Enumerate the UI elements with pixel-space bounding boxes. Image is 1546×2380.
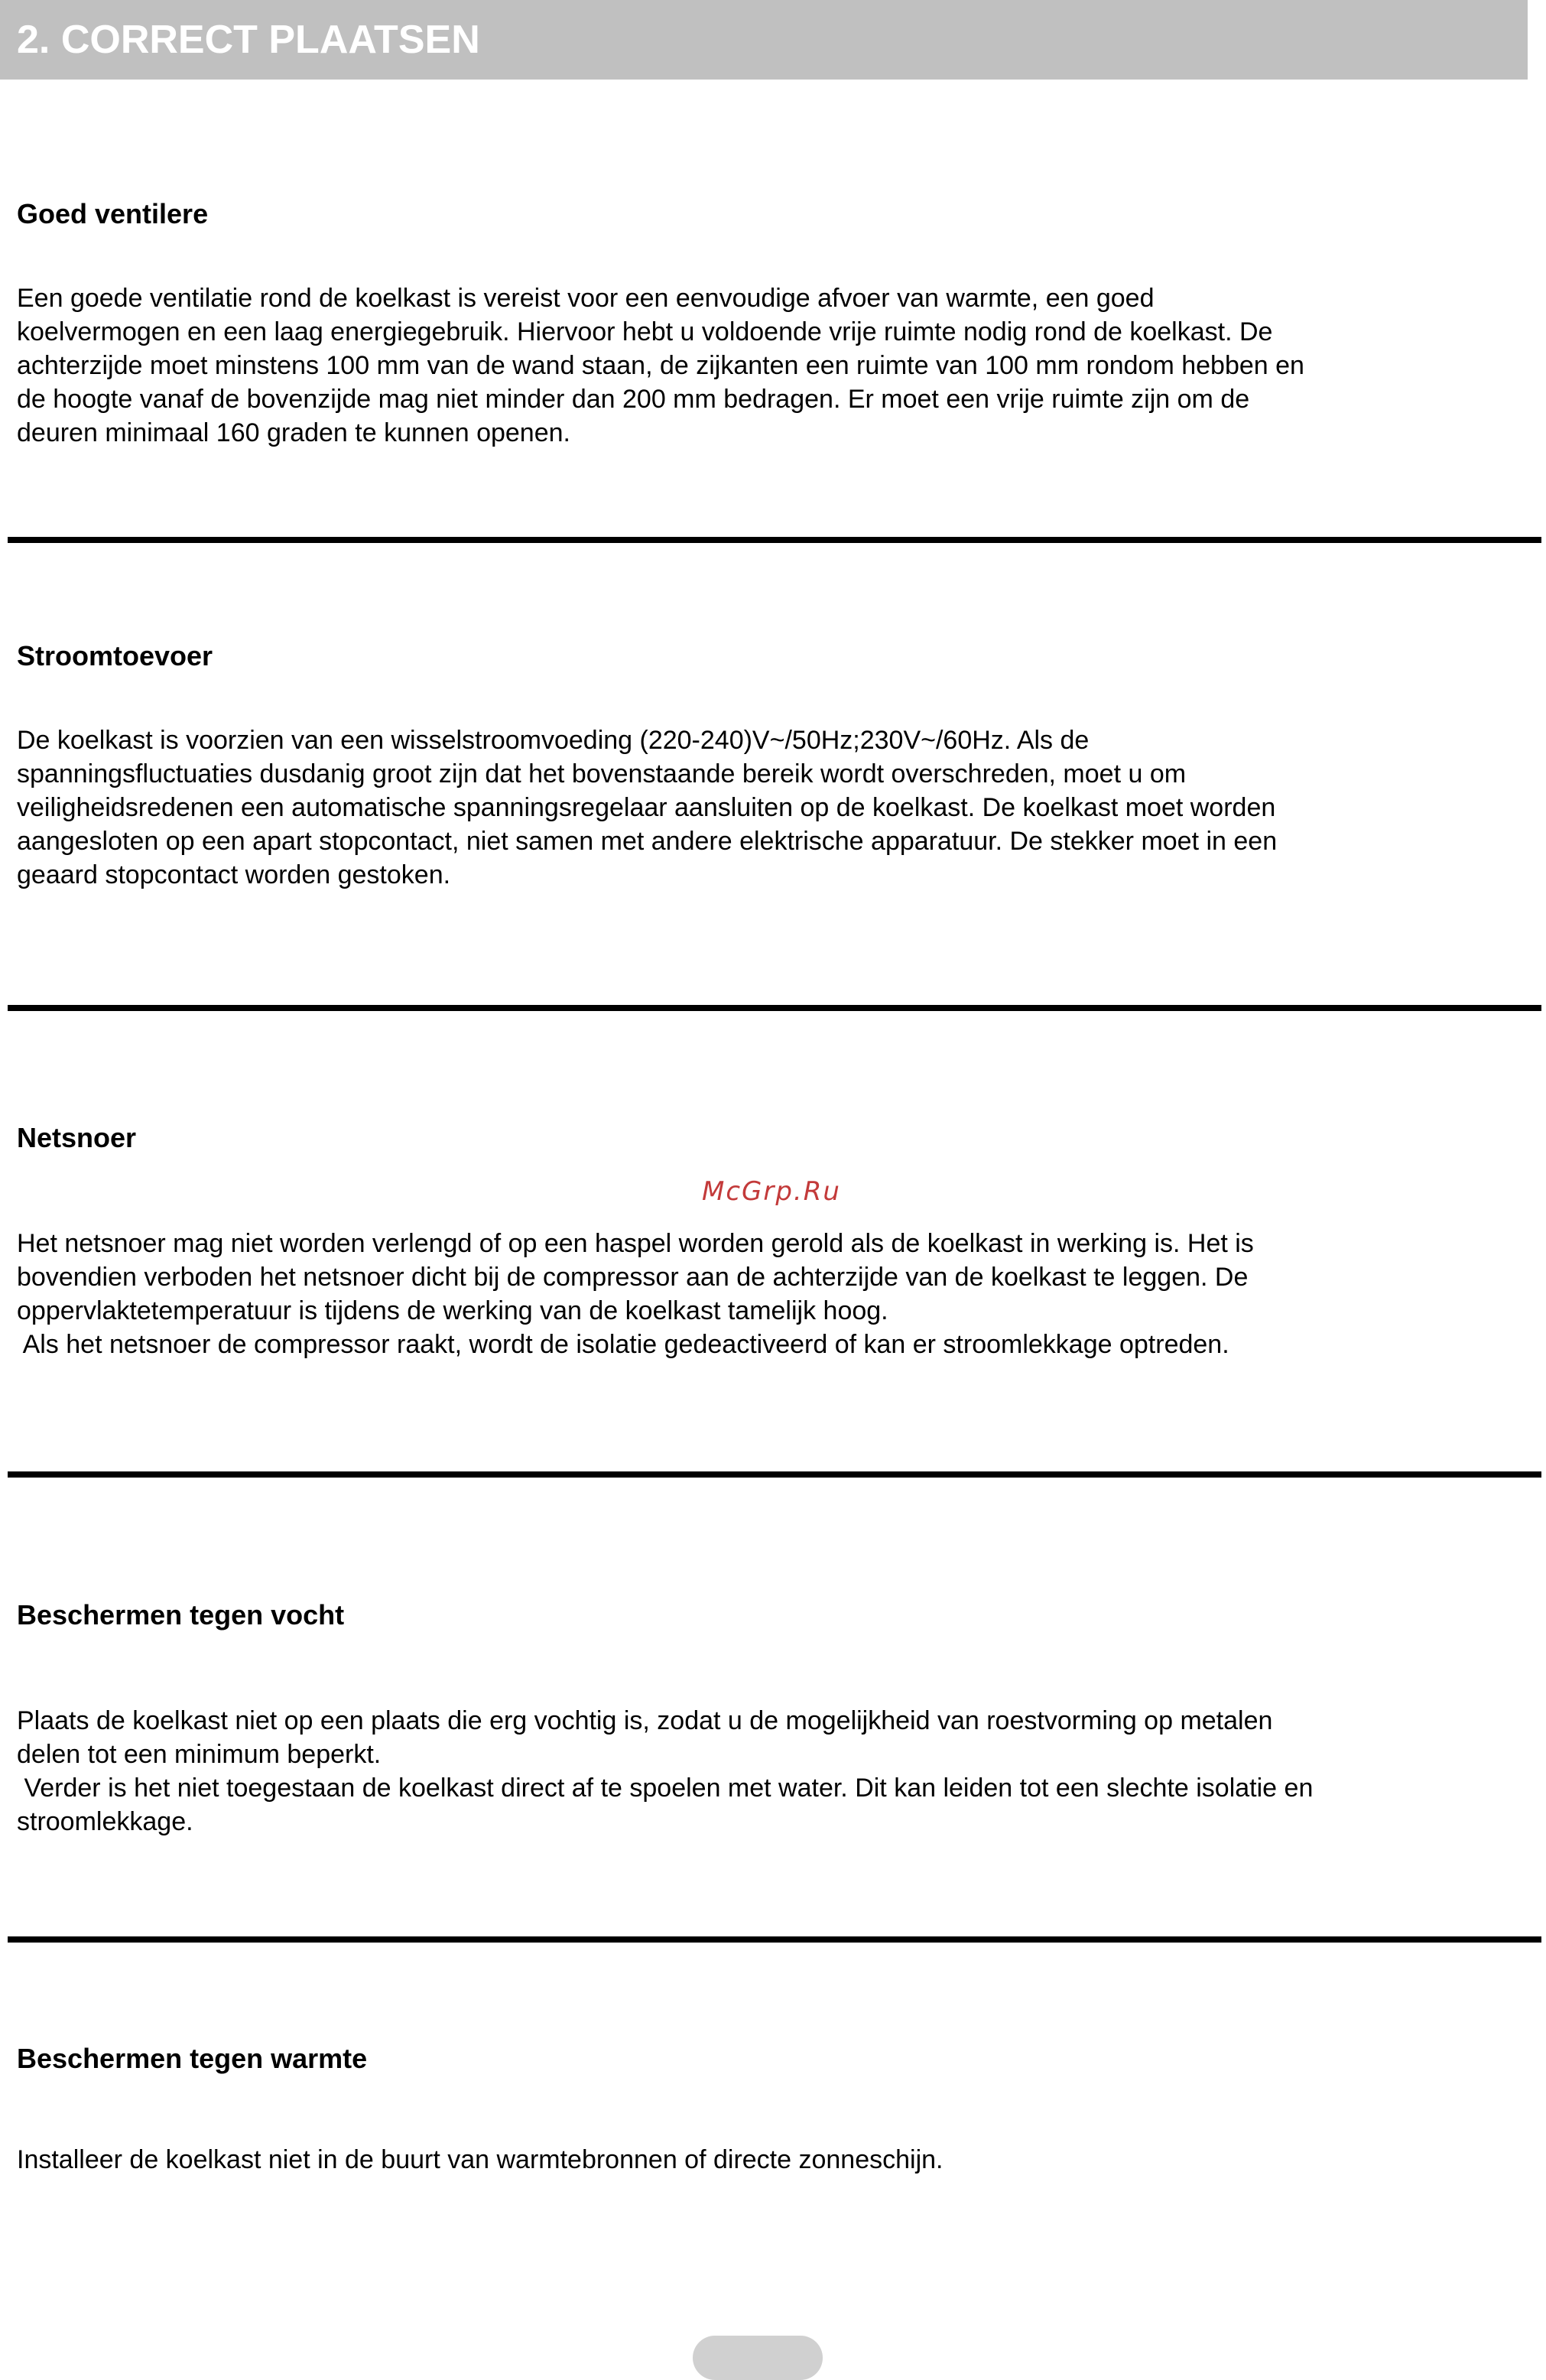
paragraph-ventilatie	[17, 281, 1531, 450]
text-line: stroomlekkage.	[17, 1807, 193, 1836]
text-line: veiligheidsredenen een automatische spanningsregelaar aansluiten op de koelkast. De koelkast moet worden	[17, 793, 1276, 822]
text-line: Verder is het niet toegestaan de koelkast direct af te spoelen met water. Dit kan leiden tot een slechte isolatie en	[17, 1774, 1314, 1803]
text-line: Een goede ventilatie rond de koelkast is vereist voor een eenvoudige afvoer van warmte, een goed	[17, 284, 1155, 313]
text-line: geaard stopcontact worden gestoken.	[17, 860, 451, 889]
heading-goed-ventilere: Goed ventilere	[17, 198, 209, 229]
paragraph-netsnoer	[17, 1227, 1531, 1361]
text-line: Installeer de koelkast niet in de buurt van warmtebronnen of directe zonneschijn.	[17, 2145, 944, 2174]
text-line: aangesloten op een apart stopcontact, niet samen met andere elektrische apparatuur. De stekker moet in een	[17, 827, 1278, 856]
section-divider	[8, 1005, 1541, 1011]
section-divider	[8, 1471, 1541, 1478]
text-line: Plaats de koelkast niet op een plaats die erg vochtig is, zodat u de mogelijkheid van roestvorming op metalen	[17, 1706, 1273, 1735]
heading-stroomtoevoer: Stroomtoevoer	[17, 640, 213, 671]
paragraph-warmte	[17, 2143, 1531, 2177]
section-divider	[8, 537, 1541, 543]
page-title: 2. CORRECT PLAATSEN	[17, 18, 480, 62]
text-line: koelvermogen en een laag energiegebruik. Hiervoor hebt u voldoende vrije ruimte nodig rond de koelkast. De	[17, 317, 1273, 346]
page-number-badge	[693, 2336, 823, 2380]
text-line: oppervlaktetemperatuur is tijdens de werking van de koelkast tamelijk hoog.	[17, 1296, 888, 1325]
text-line: deuren minimaal 160 graden te kunnen openen.	[17, 418, 570, 447]
text-line: spanningsfluctuaties dusdanig groot zijn dat het bovenstaande bereik wordt overschreden, moet u om	[17, 759, 1187, 788]
text-line: bovendien verboden het netsnoer dicht bij de compressor aan de achterzijde van de koelkast te leggen. De	[17, 1263, 1249, 1292]
text-line: De koelkast is voorzien van een wisselstroomvoeding (220-240)V~/50Hz;230V~/60Hz. Als de	[17, 726, 1090, 755]
text-line: achterzijde moet minstens 100 mm van de wand staan, de zijkanten een ruimte van 100 mm rondom hebben en	[17, 351, 1304, 380]
text-line: delen tot een minimum beperkt.	[17, 1740, 382, 1769]
text-line: Het netsnoer mag niet worden verlengd of op een haspel worden gerold als de koelkast in werking is. Het is	[17, 1229, 1254, 1258]
text-line: Als het netsnoer de compressor raakt, wordt de isolatie gedeactiveerd of kan er stroomlekkage optreden.	[17, 1330, 1229, 1359]
section-divider	[8, 1936, 1541, 1943]
heading-beschermen-tegen-warmte: Beschermen tegen warmte	[17, 2043, 368, 2074]
text-line: de hoogte vanaf de bovenzijde mag niet minder dan 200 mm bedragen. Er moet een vrije ruimte zijn om de	[17, 385, 1250, 414]
section-header-bar	[0, 0, 1528, 80]
watermark-text: McGrp.Ru	[702, 1176, 841, 1207]
paragraph-stroomtoevoer	[17, 723, 1531, 892]
heading-beschermen-tegen-vocht: Beschermen tegen vocht	[17, 1599, 345, 1631]
paragraph-vocht	[17, 1704, 1531, 1839]
heading-netsnoer: Netsnoer	[17, 1122, 137, 1153]
